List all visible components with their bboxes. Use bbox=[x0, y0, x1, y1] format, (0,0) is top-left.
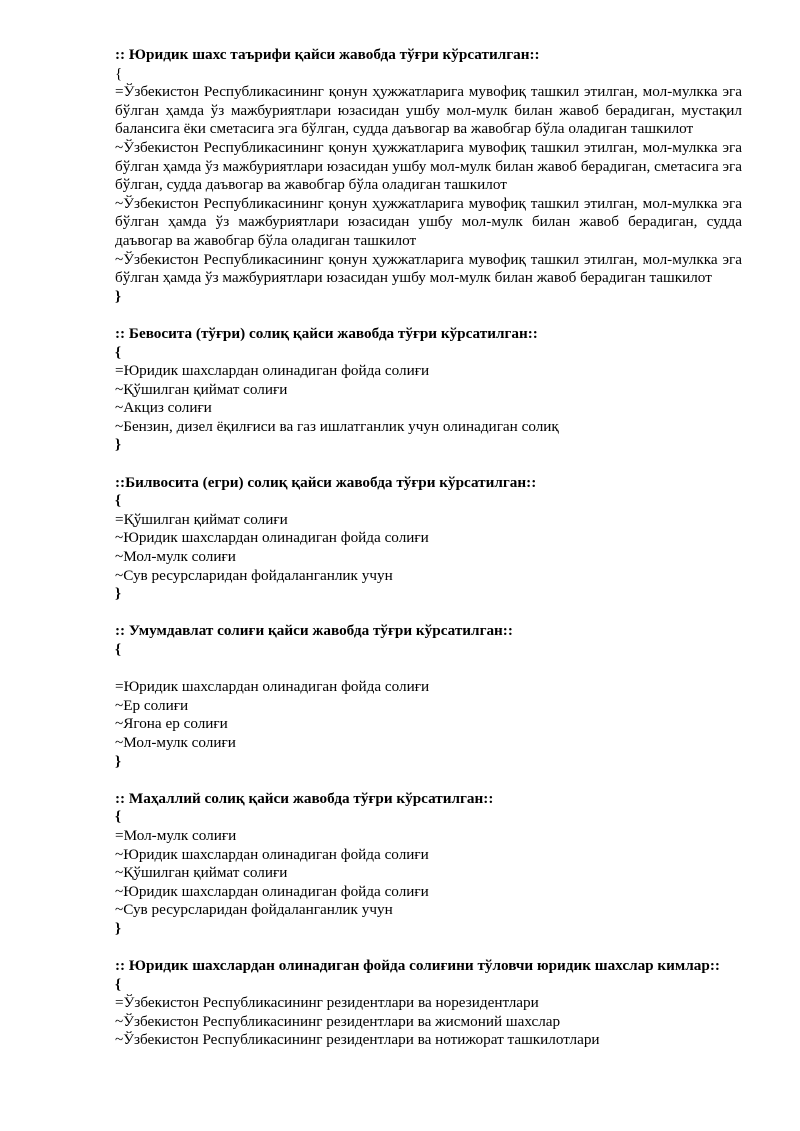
answer-option: ~Ўзбекистон Республикасининг қонун ҳужжатларига мувофиқ ташкил этилган, мол-мулкка эга бўлган ҳамда ўз мажбуриятлари юзасидан ушбу мол-мулк билан жавоб берадиган, судда даъвогар ва жавобгар бўла оладиган ташкилот bbox=[115, 194, 742, 249]
close-brace: } bbox=[115, 287, 121, 305]
answer-option: ~Қўшилган қиймат солиғи bbox=[115, 864, 288, 882]
close-brace: } bbox=[115, 436, 121, 454]
close-brace: } bbox=[115, 585, 121, 603]
answer-option: ~Бензин, дизел ёқилғиси ва газ ишлатганлик учун олинадиган солиқ bbox=[115, 417, 559, 435]
answer-option: =Юридик шахслардан олинадиган фойда солиғи bbox=[115, 678, 430, 696]
document-page bbox=[115, 46, 742, 1069]
open-brace: { bbox=[115, 64, 123, 82]
answer-option: ~Ўзбекистон Республикасининг қонун ҳужжатларига мувофиқ ташкил этилган, мол-мулкка эга бўлган ҳамда ўз мажбуриятлари юзасидан ушбу мол-мулк билан жавоб берадиган, сметасига эга бўлган, судда даъвогар ва жавобгар бўла оладиган ташкилот bbox=[115, 138, 742, 194]
answer-option: ~Мол-мулк солиғи bbox=[115, 548, 236, 566]
open-brace: { bbox=[115, 641, 121, 658]
answer-option: =Қўшилган қиймат солиғи bbox=[115, 510, 288, 528]
answer-option: ~Ўзбекистон Республикасининг қонун ҳужжатларига мувофиқ ташкил этилган, мол-мулкка эга бўлган ҳамда ўз мажбуриятлари юзасидан ушбу мол-мулк билан жавоб берадиган ташкилот bbox=[115, 250, 742, 287]
answer-option: ~Юридик шахслардан олинадиган фойда солиғи bbox=[115, 529, 429, 547]
answer-option: ~Ўзбекистон Республикасининг резидентлари ва жисмоний шахслар bbox=[115, 1012, 561, 1030]
question-block bbox=[115, 622, 742, 771]
question-block bbox=[115, 790, 742, 939]
close-brace: } bbox=[115, 919, 121, 937]
question-title: :: Умумдавлат солиғи қайси жавобда тўғри кўрсатилган:: bbox=[115, 622, 513, 640]
question-title: :: Маҳаллий солиқ қайси жавобда тўғри кўрсатилган:: bbox=[115, 789, 494, 807]
answer-option: ~Сув ресурсларидан фойдаланганлик учун bbox=[115, 566, 393, 584]
answer-option: ~Юридик шахслардан олинадиган фойда солиғи bbox=[115, 845, 429, 863]
question-block bbox=[115, 957, 742, 1050]
question-title: :: Юридик шахслардан олинадиган фойда солиғини тўловчи юридик шахслар кимлар:: bbox=[115, 957, 720, 975]
question-title: :: Юридик шахс таърифи қайси жавобда тўғри кўрсатилган:: bbox=[115, 46, 540, 63]
answer-option: ~Ягона ер солиғи bbox=[115, 715, 228, 733]
question-block bbox=[115, 46, 742, 306]
question-title: :: Бевосита (тўғри) солиқ қайси жавобда тўғри кўрсатилган:: bbox=[115, 324, 538, 342]
close-brace: } bbox=[115, 752, 121, 770]
answer-option: ~Мол-мулк солиғи bbox=[115, 733, 236, 751]
blank-line bbox=[115, 660, 742, 679]
question-title: ::Билвосита (егри) солиқ қайси жавобда тўғри кўрсатилган:: bbox=[115, 473, 537, 491]
answer-option: =Мол-мулк солиғи bbox=[115, 826, 237, 844]
answer-option: =Ўзбекистон Республикасининг қонун ҳужжатларига мувофиқ ташкил этилган, мол-мулкка эга бўлган ҳамда ўз мажбуриятлари юзасидан ушбу мол-мулк билан жавоб берадиган, мустақил балансига ёки сметасига эга бўлган, судда даъвогар ва жавобгар бўла оладиган ташкилот bbox=[115, 83, 742, 138]
answer-option: =Ўзбекистон Республикасининг резидентлари ва норезидентлари bbox=[115, 994, 539, 1012]
open-brace: { bbox=[115, 975, 121, 993]
open-brace: { bbox=[115, 343, 121, 361]
answer-option: ~Юридик шахслардан олинадиган фойда солиғи bbox=[115, 882, 429, 900]
answer-option: ~Акциз солиғи bbox=[115, 399, 212, 417]
open-brace: { bbox=[115, 492, 121, 510]
question-block bbox=[115, 474, 742, 604]
open-brace: { bbox=[115, 808, 121, 826]
answer-option: ~Ўзбекистон Республикасининг резидентлари ва нотижорат ташкилотлари bbox=[115, 1031, 600, 1049]
answer-option: ~Ер солиғи bbox=[115, 696, 189, 714]
answer-option: ~Сув ресурсларидан фойдаланганлик учун bbox=[115, 901, 393, 919]
answer-option: ~Қўшилган қиймат солиғи bbox=[115, 380, 288, 398]
question-block bbox=[115, 325, 742, 455]
answer-option: =Юридик шахслардан олинадиган фойда солиғи bbox=[115, 362, 430, 380]
